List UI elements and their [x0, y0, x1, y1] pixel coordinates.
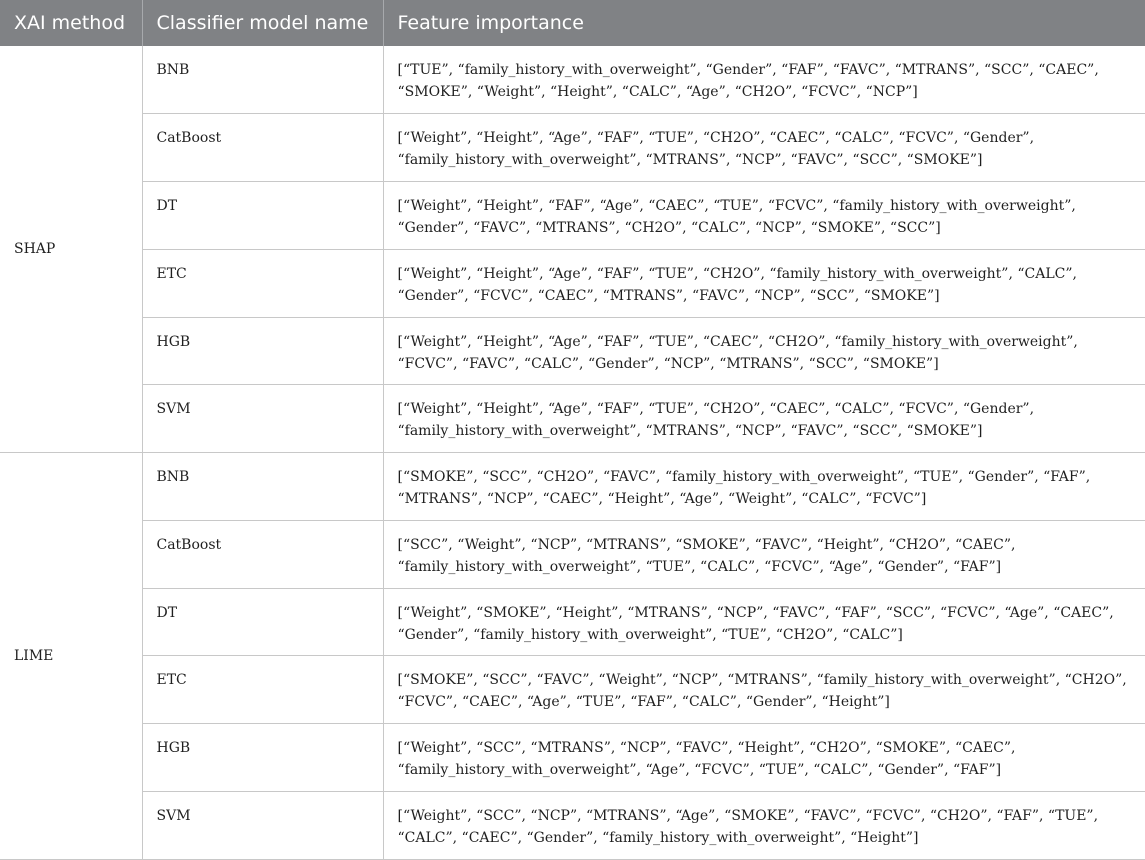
table-body: [0, 46, 1145, 859]
model-name-cell: SVM: [142, 385, 383, 453]
table-row: [0, 46, 1145, 114]
table-row: [0, 249, 1145, 317]
xai-method-cell-shap: SHAP: [0, 46, 142, 453]
model-name-cell: ETC: [142, 249, 383, 317]
table-row: [0, 182, 1145, 250]
header-classifier-model-name: Classifier model name: [142, 0, 383, 46]
table-row: [0, 520, 1145, 588]
model-name-cell: ETC: [142, 656, 383, 724]
table-row: [0, 317, 1145, 385]
feature-list-cell: [“Weight”, “Height”, “FAF”, “Age”, “CAEC”, “TUE”, “FCVC”, “family_history_with_overweight”, “Gender”, “FAVC”, “MTRANS”, “CH2O”, “CALC”, “NCP”, “SMOKE”, “SCC”]: [383, 182, 1145, 250]
header-feature-importance: Feature importance: [383, 0, 1145, 46]
model-name-cell: HGB: [142, 317, 383, 385]
table-row: [0, 724, 1145, 792]
model-name-cell: DT: [142, 588, 383, 656]
model-name-cell: DT: [142, 182, 383, 250]
feature-list-cell: [“Weight”, “Height”, “Age”, “FAF”, “TUE”, “CH2O”, “CAEC”, “CALC”, “FCVC”, “Gender”, “family_history_with_overweight”, “MTRANS”, “NCP”, “FAVC”, “SCC”, “SMOKE”]: [383, 114, 1145, 182]
model-name-cell: HGB: [142, 724, 383, 792]
table-row: [0, 453, 1145, 521]
feature-list-cell: [“Weight”, “SMOKE”, “Height”, “MTRANS”, “NCP”, “FAVC”, “FAF”, “SCC”, “FCVC”, “Age”, “CAEC”, “Gender”, “family_history_with_overweight”, “TUE”, “CH2O”, “CALC”]: [383, 588, 1145, 656]
table-row: [0, 385, 1145, 453]
xai-method-cell-lime: LIME: [0, 453, 142, 860]
table-row: [0, 791, 1145, 859]
table-row: [0, 588, 1145, 656]
header-row: [0, 0, 1145, 46]
model-name-cell: BNB: [142, 46, 383, 114]
feature-list-cell: [“Weight”, “SCC”, “NCP”, “MTRANS”, “Age”, “SMOKE”, “FAVC”, “FCVC”, “CH2O”, “FAF”, “TUE”, “CALC”, “CAEC”, “Gender”, “family_history_with_overweight”, “Height”]: [383, 791, 1145, 859]
model-name-cell: BNB: [142, 453, 383, 521]
feature-list-cell: [“TUE”, “family_history_with_overweight”, “Gender”, “FAF”, “FAVC”, “MTRANS”, “SCC”, “CAEC”, “SMOKE”, “Weight”, “Height”, “CALC”, “Age”, “CH2O”, “FCVC”, “NCP”]: [383, 46, 1145, 114]
feature-list-cell: [“SMOKE”, “SCC”, “CH2O”, “FAVC”, “family_history_with_overweight”, “TUE”, “Gender”, “FAF”, “MTRANS”, “NCP”, “CAEC”, “Height”, “Age”, “Weight”, “CALC”, “FCVC”]: [383, 453, 1145, 521]
table-row: [0, 114, 1145, 182]
feature-list-cell: [“SMOKE”, “SCC”, “FAVC”, “Weight”, “NCP”, “MTRANS”, “family_history_with_overweight”, “CH2O”, “FCVC”, “CAEC”, “Age”, “TUE”, “FAF”, “CALC”, “Gender”, “Height”]: [383, 656, 1145, 724]
feature-list-cell: [“SCC”, “Weight”, “NCP”, “MTRANS”, “SMOKE”, “FAVC”, “Height”, “CH2O”, “CAEC”, “family_history_with_overweight”, “TUE”, “CALC”, “FCVC”, “Age”, “Gender”, “FAF”]: [383, 520, 1145, 588]
feature-list-cell: [“Weight”, “Height”, “Age”, “FAF”, “TUE”, “CH2O”, “family_history_with_overweight”, “CALC”, “Gender”, “FCVC”, “CAEC”, “MTRANS”, “FAVC”, “NCP”, “SCC”, “SMOKE”]: [383, 249, 1145, 317]
feature-list-cell: [“Weight”, “Height”, “Age”, “FAF”, “TUE”, “CH2O”, “CAEC”, “CALC”, “FCVC”, “Gender”, “family_history_with_overweight”, “MTRANS”, “NCP”, “FAVC”, “SCC”, “SMOKE”]: [383, 385, 1145, 453]
feature-list-cell: [“Weight”, “Height”, “Age”, “FAF”, “TUE”, “CAEC”, “CH2O”, “family_history_with_overweight”, “FCVC”, “FAVC”, “CALC”, “Gender”, “NCP”, “MTRANS”, “SCC”, “SMOKE”]: [383, 317, 1145, 385]
model-name-cell: SVM: [142, 791, 383, 859]
header-xai-method: XAI method: [0, 0, 142, 46]
model-name-cell: CatBoost: [142, 520, 383, 588]
model-name-cell: CatBoost: [142, 114, 383, 182]
table-header: [0, 0, 1145, 46]
feature-list-cell: [“Weight”, “SCC”, “MTRANS”, “NCP”, “FAVC”, “Height”, “CH2O”, “SMOKE”, “CAEC”, “family_history_with_overweight”, “Age”, “FCVC”, “TUE”, “CALC”, “Gender”, “FAF”]: [383, 724, 1145, 792]
table-row: [0, 656, 1145, 724]
